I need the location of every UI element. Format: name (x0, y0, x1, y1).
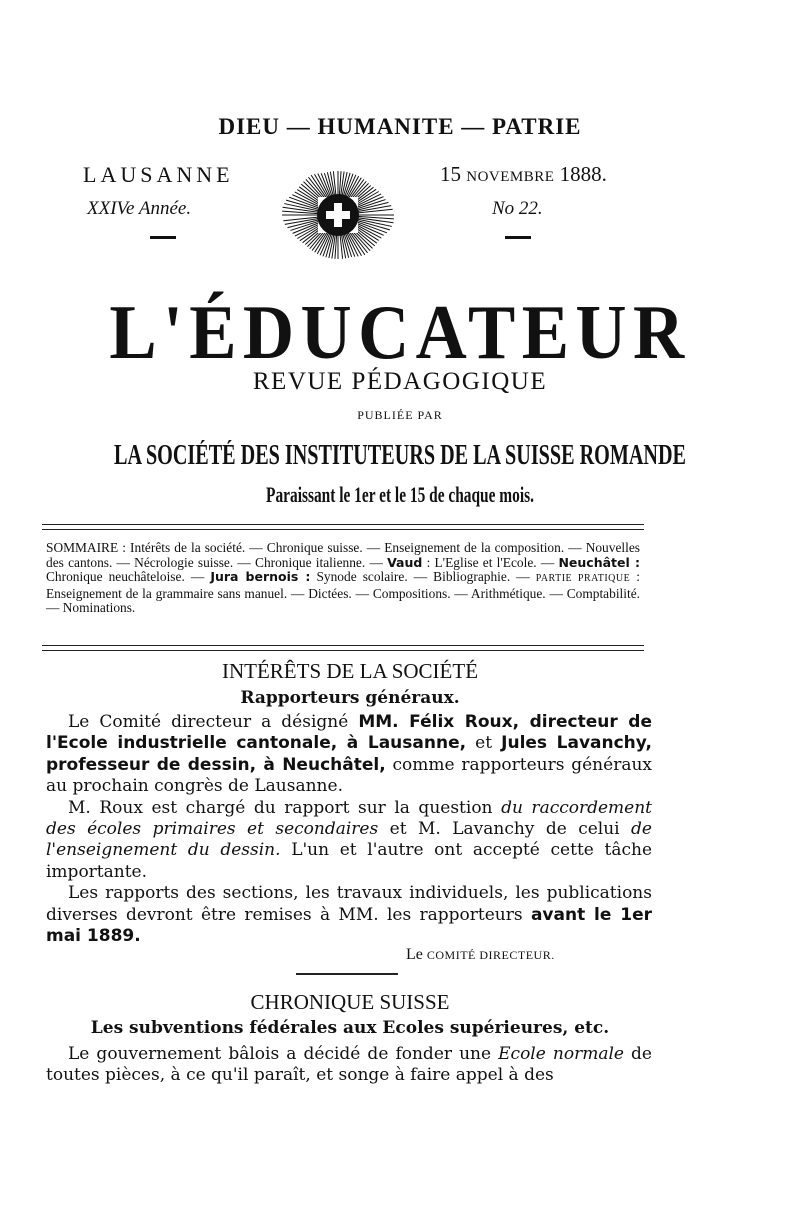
right-dash (505, 236, 531, 239)
date-month: NOVEMBRE (466, 169, 555, 185)
sommaire-jura: Jura bernois : (210, 569, 311, 585)
p2-italic-d: de l'enseignement du dessin. (46, 819, 652, 861)
section-title-chronique: CHRONIQUE SUISSE (250, 990, 450, 1014)
p1-text-e: comme rapporteurs généraux au prochain congrès de Lausanne. (46, 754, 652, 797)
sommaire-text-1: Intérêts de la société. — Chronique suisse. — Enseignement de la composition. — Nouvelles des cantons. — Nécrologie suisse. — Chronique italienne. — (46, 540, 640, 570)
paragraph-3 (46, 883, 652, 947)
signature-comite: COMITÉ DIRECTEUR. (426, 948, 555, 962)
sommaire-text-2: : L'Eglise et l'Ecole. — (422, 554, 559, 570)
p2-text-c: et M. Lavanchy de celui (378, 819, 632, 840)
sommaire-neuchatel: Neuchâtel : (558, 554, 641, 570)
society-name: LA SOCIÉTÉ DES INSTITUTEURS DE LA SUISSE ROMANDE (114, 440, 686, 471)
p1-bold-b: MM. Félix Roux, directeur de l'Ecole industrielle cantonale, à Lausanne, (46, 712, 652, 754)
section2-body (46, 1044, 652, 1087)
rule-top-1 (42, 524, 644, 525)
paragraph-1 (46, 712, 652, 798)
journal-subtitle: REVUE PÉDAGOGIQUE (252, 368, 548, 395)
p1-bold-d: Jules Lavanchy, professeur de dessin, à Neuchâtel, (46, 733, 653, 775)
rule-top-2 (42, 529, 644, 530)
table-of-contents (46, 541, 640, 616)
published-by: PUBLIÉE PAR (357, 408, 443, 422)
p4-italic-b: Ecole normale (498, 1044, 624, 1064)
p3-bold-b: avant le 1er mai 1889. (46, 904, 652, 947)
p2-text-a: M. Roux est chargé du rapport sur la question (68, 797, 502, 818)
p1-text-c: et (466, 733, 502, 754)
paragraph-4 (46, 1044, 652, 1087)
section1-body (46, 712, 652, 947)
p4-text-a: Le gouvernement bâlois a décidé de fonder une (68, 1044, 499, 1064)
swiss-cross-emblem-icon (280, 170, 396, 260)
section-subtitle-subventions: Les subventions fédérales aux Ecoles supérieures, etc. (90, 1018, 610, 1038)
p3-text-a: Les rapports des sections, les travaux individuels, les publications diverses devront être remises à MM. les rapporteurs (46, 883, 652, 925)
p2-italic-b: du raccordement des écoles primaires et secondaires (46, 797, 653, 840)
sommaire-label: SOMMAIRE : (46, 540, 126, 555)
sommaire-partie: PARTIE PRATIQUE (535, 573, 631, 585)
rule-bottom-2 (42, 650, 644, 651)
sommaire-text-5: : Enseignement de la grammaire sans manuel. — Dictées. — Compositions. — Arithmétique. — Comptabilité. — Nominations. (46, 569, 640, 616)
motto: DIEU — HUMANITE — PATRIE (218, 114, 582, 139)
p2-text-e: L'un et l'autre ont accepté cette tâche importante. (46, 840, 653, 882)
sommaire-text-3: Chronique neuchâteloise. — (46, 569, 211, 585)
issue-date (440, 162, 607, 187)
section-subtitle-rapporteurs: Rapporteurs généraux. (240, 688, 460, 708)
date-day: 15 (440, 162, 467, 186)
rule-bottom-1 (42, 645, 644, 646)
sommaire-text-4: Synode scolaire. — Bibliographie. — (310, 569, 536, 585)
signature (406, 946, 555, 964)
volume-year: XXIVe Année. (87, 198, 192, 219)
signature-le: Le (406, 946, 427, 963)
journal-title: L'ÉDUCATEUR (109, 289, 691, 375)
p1-text-a: Le Comité directeur a désigné (68, 712, 359, 732)
publication-frequency: Paraissant le 1er et le 15 de chaque mois. (266, 482, 534, 507)
date-year: 1888. (554, 162, 607, 186)
section-title-interets: INTÉRÊTS DE LA SOCIÉTÉ (221, 659, 479, 683)
place-name: LAUSANNE (83, 162, 234, 187)
paragraph-2 (46, 798, 652, 884)
p4-text-c: de toutes pièces, à ce qu'il paraît, et songe à faire appel à des (46, 1044, 652, 1086)
issue-number: No 22. (492, 198, 543, 219)
left-dash (150, 236, 176, 239)
section-separator (296, 973, 398, 975)
sommaire-vaud: Vaud (387, 554, 423, 570)
